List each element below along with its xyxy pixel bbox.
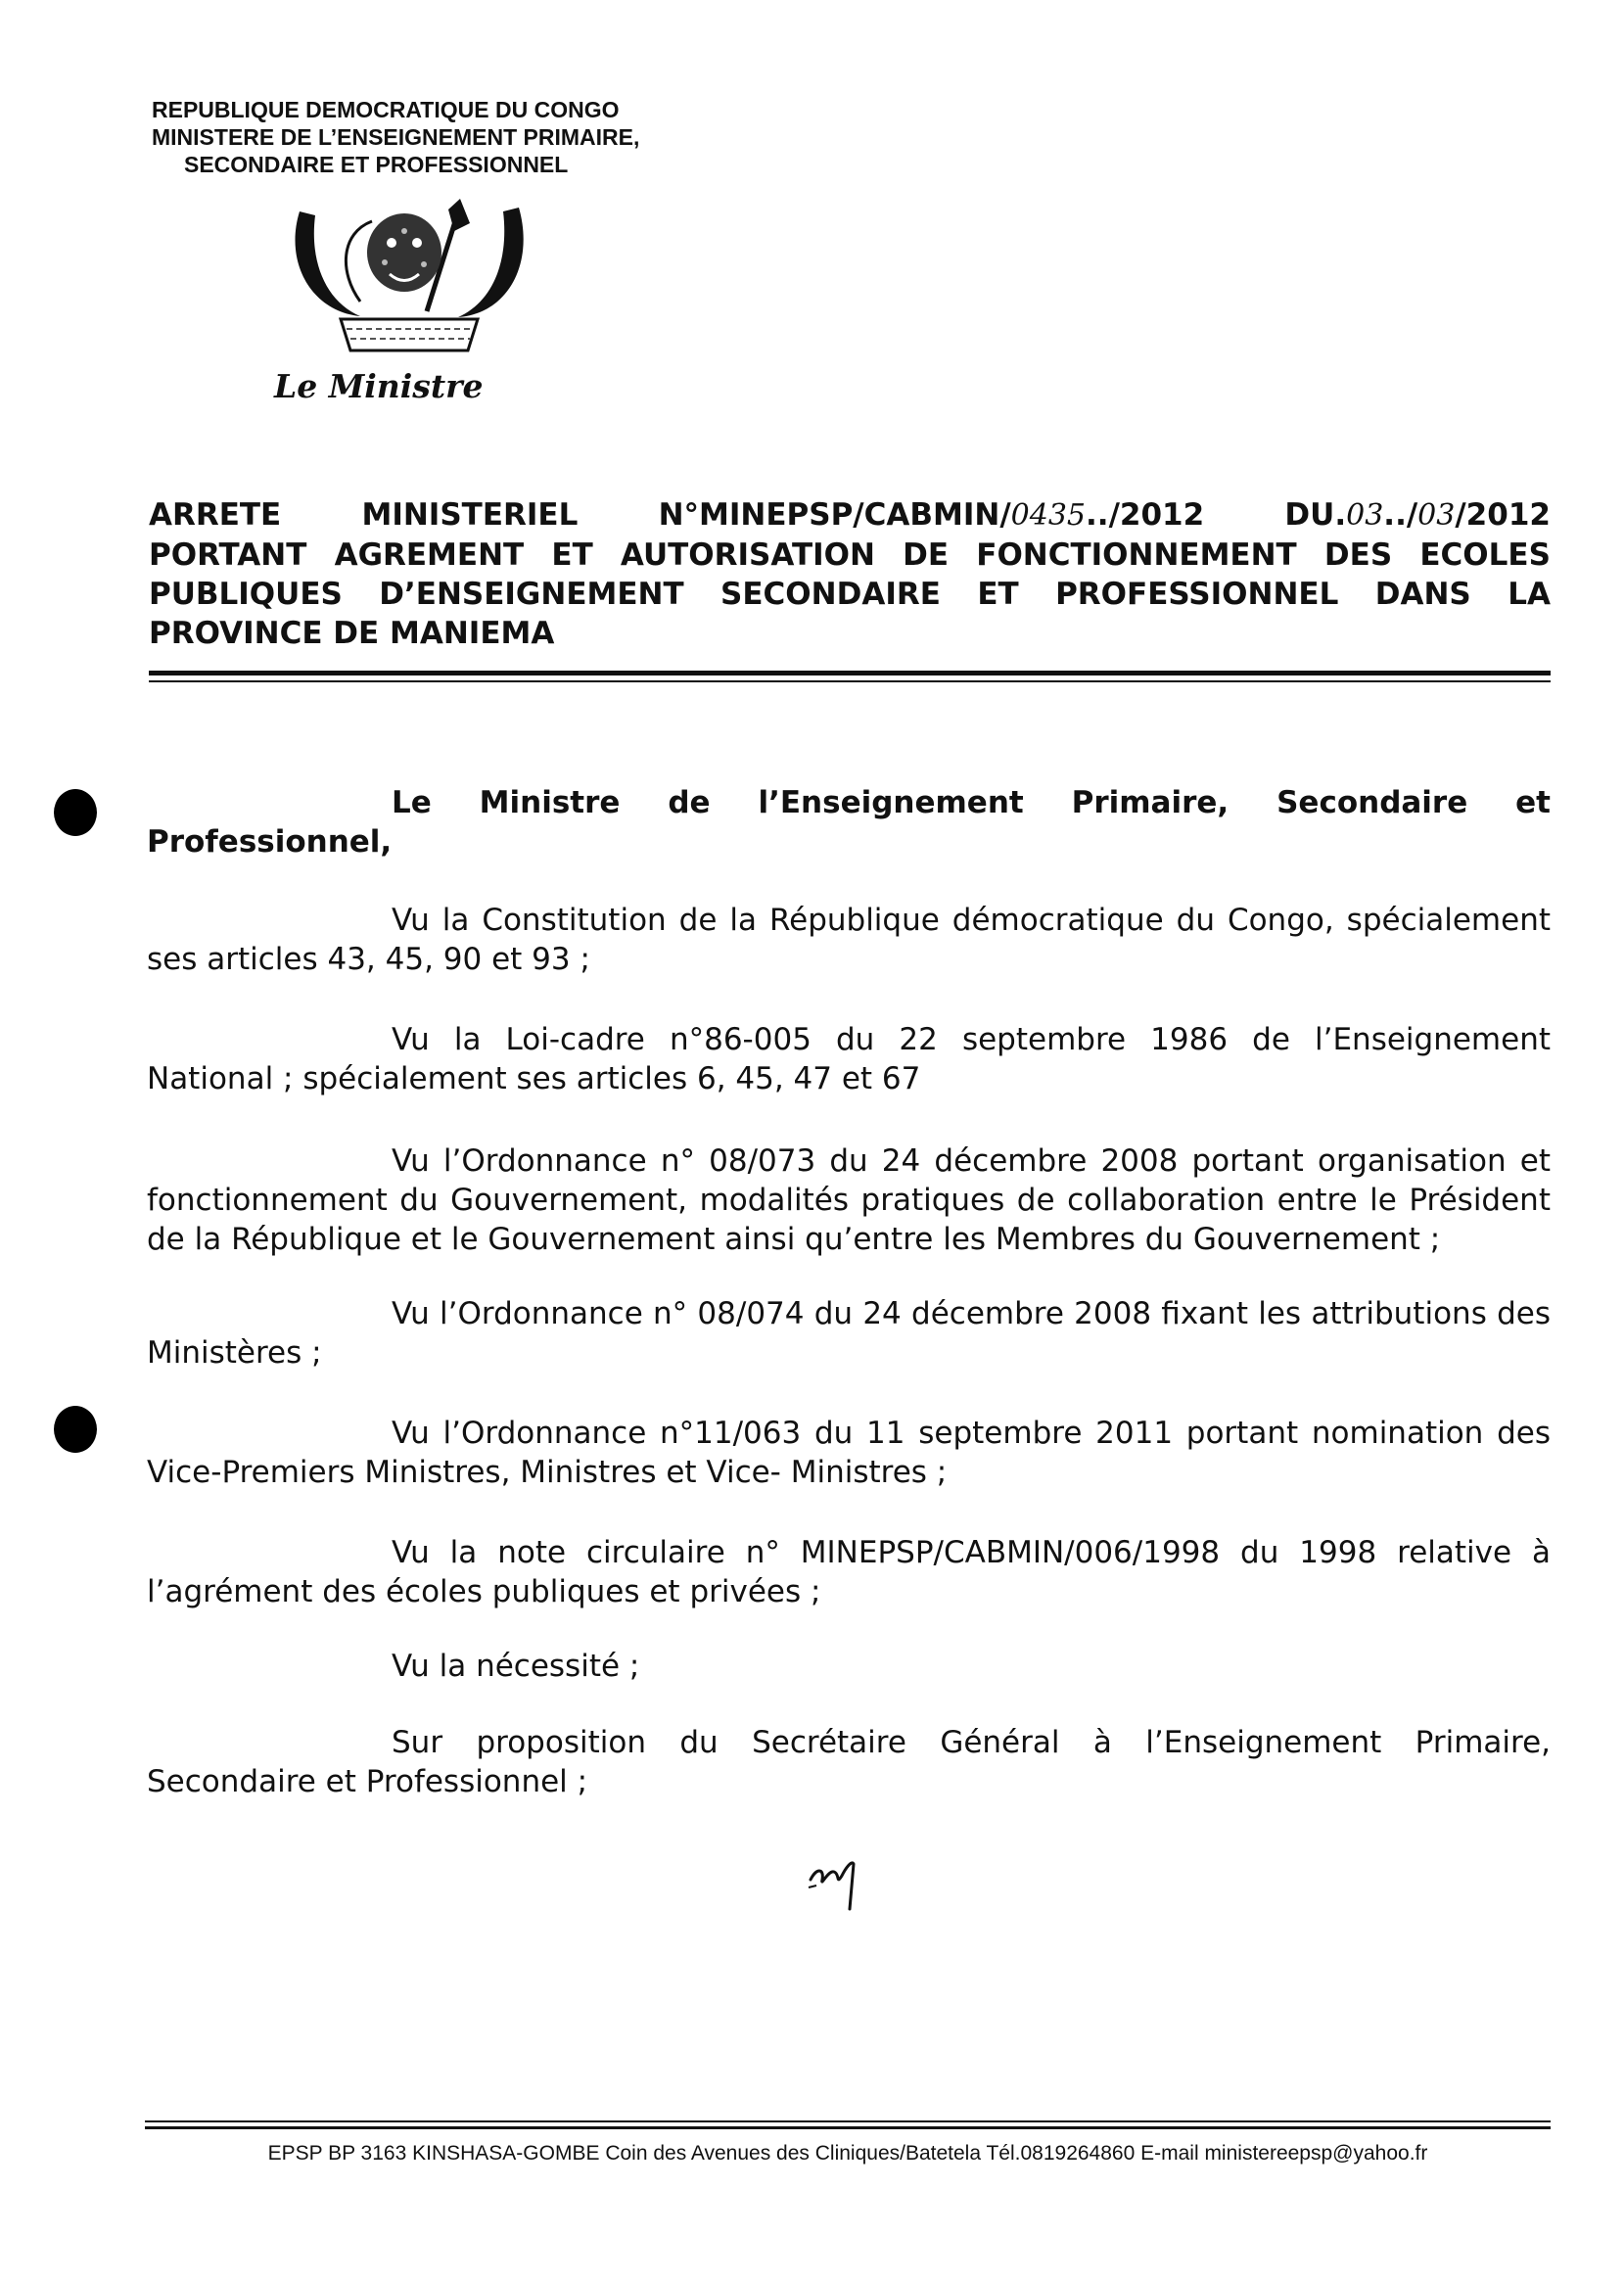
minister-intro: Le Ministre de l’Enseignement Primaire, Secondaire et Professionnel, <box>147 785 1551 860</box>
paragraph-proposition: Sur proposition du Secrétaire Général à l’Enseignement Primaire, Secondaire et Professionnel ; <box>147 1725 1551 1799</box>
title-word: SECONDAIRE <box>720 577 941 612</box>
paragraph-loi-cadre: Vu la Loi-cadre n°86-005 du 22 septembre 1986 de l’Enseignement National ; spécialement ses articles 6, 45, 47 et 67 <box>147 1022 1551 1096</box>
title-word: D’ENSEIGNEMENT <box>379 577 684 612</box>
coat-of-arms-emblem-icon <box>282 194 536 365</box>
footer-contact: EPSP BP 3163 KINSHASA-GOMBE Coin des Avenues des Cliniques/Batetela Tél.0819264860 E-mail ministereepsp@yahoo.fr <box>267 2142 1428 2165</box>
title-word: ECOLES <box>1419 537 1551 573</box>
handwritten-initials-icon <box>803 1850 871 1919</box>
title-line-3 <box>149 575 1551 614</box>
paragraph-ordonnance-08-073: Vu l’Ordonnance n° 08/073 du 24 décembre 2008 portant organisation et fonctionnement du Gouvernement, modalités pratiques de collaboration entre le Président de la République et le Gouvernement ainsi qu’entre les Membres du Gouvernement ; <box>147 1143 1551 1257</box>
title-line-4: PROVINCE DE MANIEMA <box>149 616 555 651</box>
title-word: DE <box>903 537 950 573</box>
title-word: MINISTERIEL <box>361 497 579 533</box>
title-word: ET <box>977 577 1019 612</box>
footer-divider-2 <box>145 2126 1551 2129</box>
title-divider-thin <box>149 680 1551 682</box>
title-line-2 <box>149 536 1551 575</box>
title-word: PROFESSIONNEL <box>1055 577 1339 612</box>
punch-hole <box>54 1406 97 1453</box>
handwritten-month: 03 <box>1417 498 1456 533</box>
paragraph-necessite: Vu la nécessité ; <box>392 1649 640 1684</box>
paragraph-constitution: Vu la Constitution de la République démocratique du Congo, spécialement ses articles 43, 45, 90 et 93 ; <box>147 903 1551 977</box>
handwritten-day: 03 <box>1346 498 1384 533</box>
decree-date: DU.03../03/2012 <box>1284 497 1551 533</box>
punch-hole <box>54 789 97 836</box>
title-word: DANS <box>1374 577 1471 612</box>
ministry-line-2: SECONDAIRE ET PROFESSIONNEL <box>184 152 569 177</box>
title-divider-thick <box>149 671 1551 675</box>
title-word: ET <box>551 537 593 573</box>
title-word: PORTANT <box>149 537 307 573</box>
title-word: LA <box>1508 577 1551 612</box>
republic-name: REPUBLIQUE DEMOCRATIQUE DU CONGO <box>152 97 620 122</box>
title-word: AUTORISATION <box>620 537 875 573</box>
handwritten-number: 0435 <box>1010 498 1087 533</box>
title-line-1 <box>149 495 1551 536</box>
letterhead <box>152 96 759 178</box>
title-word: AGREMENT <box>334 537 525 573</box>
paragraph-ordonnance-11-063: Vu l’Ordonnance n°11/063 du 11 septembre 2011 portant nomination des Vice-Premiers Ministres, Ministres et Vice- Ministres ; <box>147 1416 1551 1490</box>
title-word: FONCTIONNEMENT <box>976 537 1297 573</box>
decree-number: N°MINEPSP/CABMIN/0435../2012 <box>658 497 1205 533</box>
decree-title <box>149 495 1551 653</box>
minister-signature-title: Le Ministre <box>274 367 484 405</box>
title-word: PUBLIQUES <box>149 577 343 612</box>
title-word: DES <box>1323 537 1393 573</box>
ministry-line-1: MINISTERE DE L’ENSEIGNEMENT PRIMAIRE, <box>152 124 640 150</box>
title-word: ARRETE <box>149 497 282 533</box>
footer-divider-1 <box>145 2120 1551 2122</box>
paragraph-ordonnance-08-074: Vu l’Ordonnance n° 08/074 du 24 décembre 2008 fixant les attributions des Ministères ; <box>147 1296 1551 1371</box>
paragraph-note-circulaire: Vu la note circulaire n° MINEPSP/CABMIN/006/1998 du 1998 relative à l’agrément des écoles publiques et privées ; <box>147 1535 1551 1609</box>
